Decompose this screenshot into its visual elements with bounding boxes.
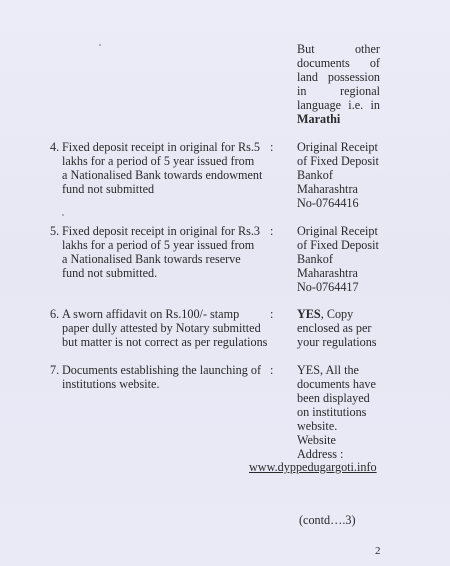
response-line: of Fixed Deposit — [297, 238, 379, 252]
item-line: lakhs for a period of 5 year issued from — [62, 154, 255, 168]
item-line: paper dully attested by Notary submitted — [62, 321, 261, 335]
response-line: Maharashtra — [297, 182, 358, 196]
item-line: a Nationalised Bank towards reserve — [62, 252, 241, 266]
response-line: on institutions — [297, 405, 367, 419]
top-line: documents of — [297, 56, 380, 70]
response-line: been displayed — [297, 391, 370, 405]
response-line: Maharashtra — [297, 266, 358, 280]
top-bold-word: Marathi — [297, 112, 341, 126]
item-colon: : — [270, 224, 274, 238]
response-line: Bankof — [297, 252, 333, 266]
response-line: Original Receipt — [297, 140, 378, 154]
item-line: A sworn affidavit on Rs.100/- stamp — [62, 307, 240, 321]
continued-note: (contd….3) — [299, 513, 356, 527]
response-line: Address : — [297, 447, 344, 461]
response-line: YES, All the — [297, 363, 359, 377]
response-line: of Fixed Deposit — [297, 154, 379, 168]
page-number: 2 — [375, 545, 381, 557]
scan-speck — [99, 44, 101, 46]
top-line: language i.e. in — [297, 98, 380, 112]
item-line: Fixed deposit receipt in original for Rs.5 — [62, 140, 261, 154]
response-line: website. — [297, 419, 338, 433]
scan-speck — [62, 214, 64, 216]
item-line: lakhs for a period of 5 year issued from — [62, 238, 255, 252]
top-line: land possession — [297, 70, 380, 84]
item-number: 6. — [50, 307, 60, 321]
response-bold: YES — [297, 307, 321, 321]
response-line: Website — [297, 433, 336, 447]
item-line: fund not submitted — [62, 182, 155, 196]
item-line: a Nationalised Bank towards endowment — [62, 168, 263, 182]
item-line: Fixed deposit receipt in original for Rs.3 — [62, 224, 261, 238]
response-line: No-0764416 — [297, 196, 359, 210]
response-line: enclosed as per — [297, 321, 372, 335]
item-number: 7. — [50, 363, 60, 377]
item-line: fund not submitted. — [62, 266, 158, 280]
response-line: your regulations — [297, 335, 377, 349]
response-first-line — [297, 307, 380, 321]
response-line: Original Receipt — [297, 224, 378, 238]
item-number: 4. — [50, 140, 60, 154]
response-line: Bankof — [297, 168, 333, 182]
item-number: 5. — [50, 224, 60, 238]
item-colon: : — [270, 363, 274, 377]
top-line: in regional — [297, 84, 380, 98]
website-link[interactable]: www.dyppedugargoti.info — [249, 460, 377, 474]
item-line: Documents establishing the launching of — [62, 363, 262, 377]
item-line: but matter is not correct as per regulations — [62, 335, 268, 349]
item-line: institutions website. — [62, 377, 160, 391]
item-colon: : — [270, 140, 274, 154]
item-colon: : — [270, 307, 274, 321]
response-line: documents have — [297, 377, 376, 391]
response-line: No-0764417 — [297, 280, 359, 294]
top-line: But other — [297, 42, 380, 56]
response-rest: , Copy — [320, 307, 354, 321]
